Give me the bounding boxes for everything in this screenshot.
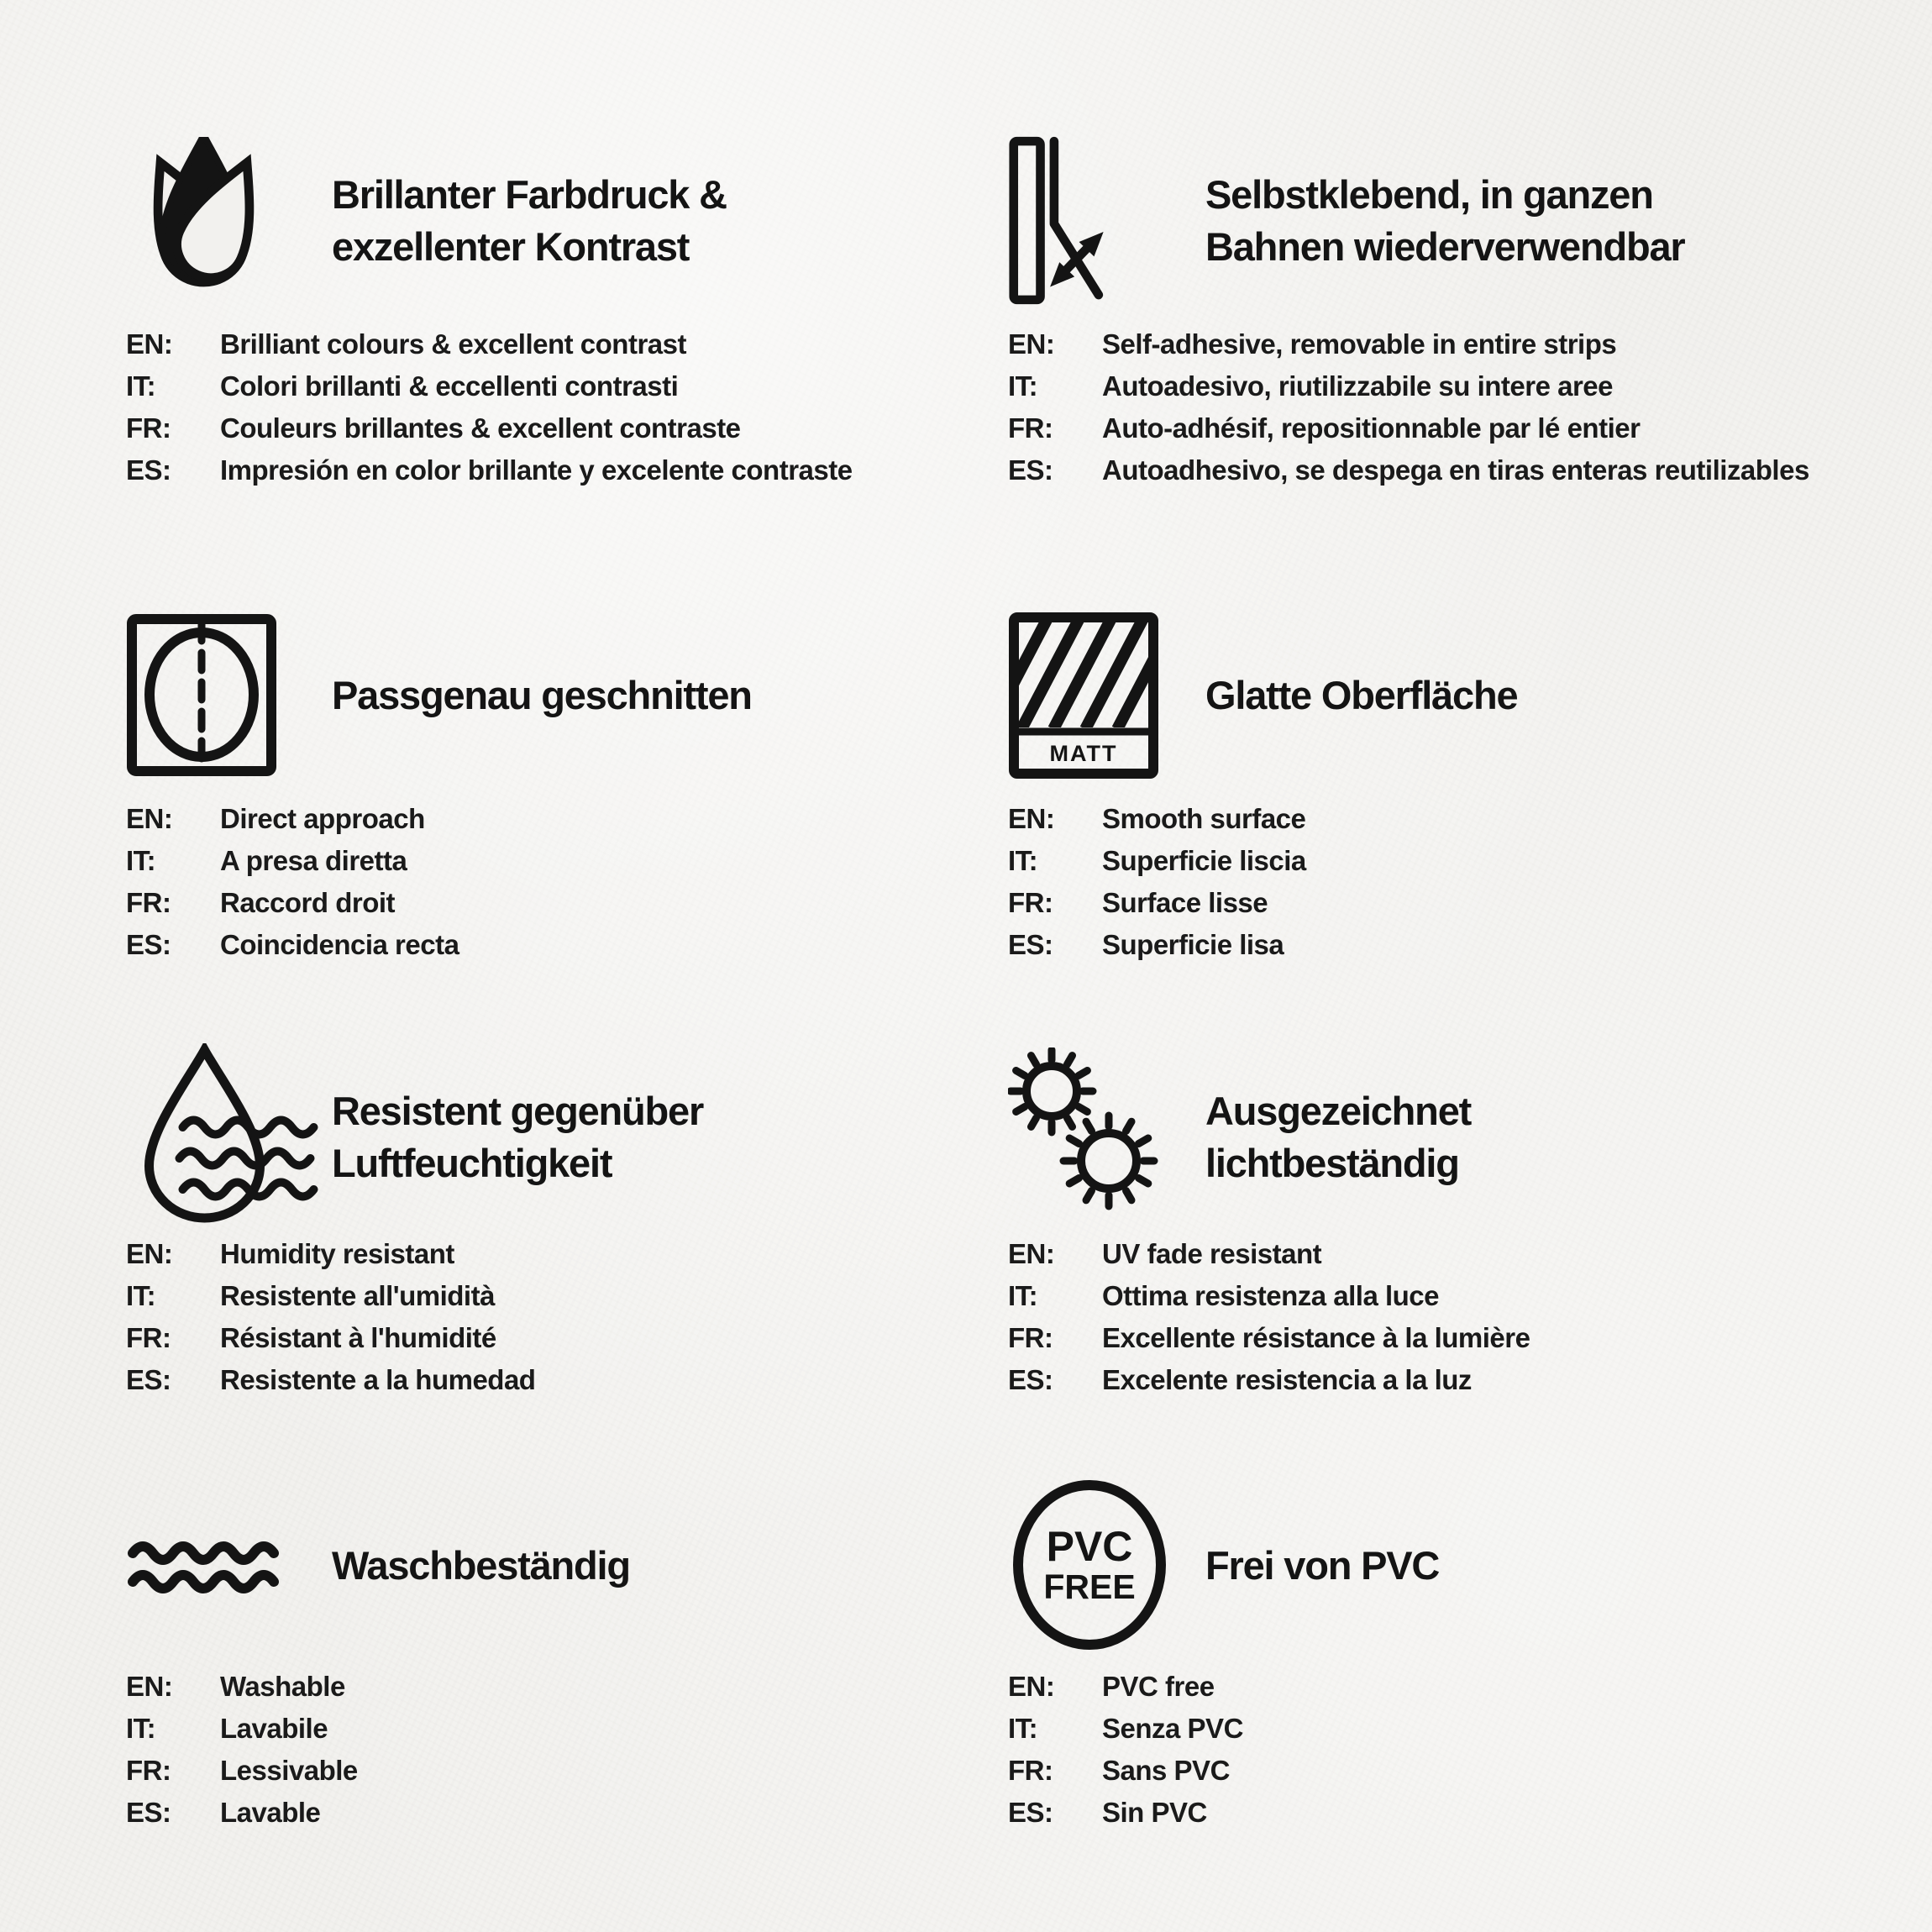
translation-text: Superficie lisa bbox=[1102, 929, 1284, 960]
translation-text: Raccord droit bbox=[220, 887, 396, 918]
feature-header bbox=[1008, 118, 1852, 323]
translation-text: Lessivable bbox=[220, 1755, 358, 1786]
translation-text: Excellente résistance à la lumière bbox=[1102, 1322, 1530, 1353]
lang-code: EN: bbox=[1008, 1238, 1055, 1269]
feature-pvc-free bbox=[1008, 1466, 1852, 1834]
translation-text: A presa diretta bbox=[220, 845, 407, 876]
translation-list bbox=[126, 323, 995, 491]
lang-code: FR: bbox=[126, 887, 171, 918]
feature-title bbox=[1205, 169, 1685, 273]
translation-text: Direct approach bbox=[220, 803, 425, 834]
matt-surface-icon bbox=[1008, 612, 1205, 780]
translation-text: Autoadesivo, riutilizzabile su intere aree bbox=[1102, 370, 1614, 402]
lang-code: EN: bbox=[126, 328, 173, 360]
lang-code: EN: bbox=[1008, 328, 1055, 360]
translation-list bbox=[1008, 1233, 1852, 1401]
feature-title-line2: lichtbeständig bbox=[1205, 1141, 1459, 1185]
lang-code: IT: bbox=[126, 1280, 156, 1311]
lang-code: FR: bbox=[126, 1322, 171, 1353]
translation-text: Washable bbox=[220, 1671, 345, 1702]
waves-icon bbox=[126, 1531, 332, 1600]
matt-label: MATT bbox=[1049, 740, 1118, 766]
feature-title-line1: Ausgezeichnet bbox=[1205, 1089, 1472, 1133]
uv-suns-icon bbox=[1008, 1047, 1205, 1228]
lang-code: FR: bbox=[1008, 412, 1053, 444]
cut-guide-icon bbox=[126, 613, 332, 777]
lang-code: EN: bbox=[126, 803, 173, 834]
lang-code: FR: bbox=[1008, 1322, 1053, 1353]
lang-code: FR: bbox=[1008, 1755, 1053, 1786]
feature-title-line1: Passgenau geschnitten bbox=[332, 672, 752, 717]
lang-code: ES: bbox=[126, 1797, 171, 1828]
lang-code: EN: bbox=[126, 1238, 173, 1269]
feature-precise-cut bbox=[126, 592, 995, 966]
translation-list bbox=[126, 1666, 995, 1834]
translation-text: Sin PVC bbox=[1102, 1797, 1207, 1828]
translation-list bbox=[1008, 323, 1852, 491]
translation-text: Smooth surface bbox=[1102, 803, 1306, 834]
free-label: FREE bbox=[1043, 1567, 1136, 1606]
translation-text: Colori brillanti & eccellenti contrasti bbox=[220, 370, 679, 402]
lang-code: EN: bbox=[1008, 803, 1055, 834]
translation-text: Brilliant colours & excellent contrast bbox=[220, 328, 686, 360]
translation-text: UV fade resistant bbox=[1102, 1238, 1322, 1269]
lang-code: IT: bbox=[126, 845, 156, 876]
feature-title bbox=[332, 169, 727, 273]
feature-title bbox=[332, 1085, 703, 1189]
lang-code: ES: bbox=[1008, 1797, 1053, 1828]
feature-smooth-surface bbox=[1008, 592, 1852, 966]
lang-code: IT: bbox=[1008, 1280, 1038, 1311]
translation-text: Superficie liscia bbox=[1102, 845, 1306, 876]
lang-code: ES: bbox=[126, 1364, 171, 1395]
feature-self-adhesive bbox=[1008, 118, 1852, 491]
translation-text: Coincidencia recta bbox=[220, 929, 459, 960]
translation-text: Auto-adhésif, repositionnable par lé entier bbox=[1102, 412, 1641, 444]
lang-code: ES: bbox=[126, 929, 171, 960]
feature-washable bbox=[126, 1466, 995, 1834]
translation-text: Humidity resistant bbox=[220, 1238, 454, 1269]
translation-text: Excelente resistencia a la luz bbox=[1102, 1364, 1472, 1395]
drops-icon bbox=[126, 137, 332, 305]
translation-text: Self-adhesive, removable in entire strips bbox=[1102, 328, 1617, 360]
peel-strip-icon bbox=[1008, 134, 1205, 307]
lang-code: FR: bbox=[1008, 887, 1053, 918]
translation-text: Surface lisse bbox=[1102, 887, 1268, 918]
lang-code: ES: bbox=[1008, 454, 1053, 486]
translation-text: Résistant à l'humidité bbox=[220, 1322, 496, 1353]
translation-list bbox=[126, 1233, 995, 1401]
feature-header bbox=[126, 118, 995, 323]
feature-humidity-resistant bbox=[126, 1042, 995, 1401]
translation-list bbox=[1008, 1666, 1852, 1834]
translation-list bbox=[126, 798, 995, 966]
lang-code: FR: bbox=[126, 412, 171, 444]
translation-text: Autoadhesivo, se despega en tiras enteras reutilizables bbox=[1102, 454, 1809, 486]
translation-text: Impresión en color brillante y excelente contraste bbox=[220, 454, 853, 486]
translation-text: Senza PVC bbox=[1102, 1713, 1243, 1744]
pvc-free-badge-icon bbox=[1008, 1477, 1205, 1655]
feature-title-line2: exzellenter Kontrast bbox=[332, 223, 690, 269]
lang-code: IT: bbox=[1008, 845, 1038, 876]
lang-code: IT: bbox=[1008, 370, 1038, 402]
feature-title-line2: Bahnen wiederverwendbar bbox=[1205, 223, 1685, 269]
feature-title-line1: Selbstklebend, in ganzen bbox=[1205, 171, 1653, 217]
translation-text: Ottima resistenza alla luce bbox=[1102, 1280, 1440, 1311]
feature-title bbox=[332, 669, 752, 722]
water-drop-waves-icon bbox=[126, 1043, 332, 1232]
translation-text: Lavabile bbox=[220, 1713, 328, 1744]
feature-title bbox=[1205, 669, 1517, 722]
feature-title bbox=[1205, 1085, 1471, 1189]
feature-header bbox=[126, 592, 995, 798]
lang-code: IT: bbox=[1008, 1713, 1038, 1744]
translation-text: PVC free bbox=[1102, 1671, 1215, 1702]
feature-title bbox=[1205, 1540, 1439, 1592]
translation-text: Resistente all'umidità bbox=[220, 1280, 495, 1311]
lang-code: EN: bbox=[126, 1671, 173, 1702]
feature-brilliant-colours bbox=[126, 118, 995, 491]
feature-title bbox=[332, 1540, 630, 1592]
lang-code: IT: bbox=[126, 1713, 156, 1744]
lang-code: FR: bbox=[126, 1755, 171, 1786]
feature-header bbox=[126, 1466, 995, 1666]
translation-text: Lavable bbox=[220, 1797, 321, 1828]
feature-light-fast bbox=[1008, 1042, 1852, 1401]
feature-title-line1: Frei von PVC bbox=[1205, 1543, 1440, 1588]
feature-title-line1: Resistent gegenüber bbox=[332, 1089, 704, 1133]
pvc-label: PVC bbox=[1046, 1523, 1133, 1570]
feature-header bbox=[1008, 1042, 1852, 1233]
feature-title-line2: Luftfeuchtigkeit bbox=[332, 1141, 612, 1185]
translation-text: Couleurs brillantes & excellent contraste bbox=[220, 412, 741, 444]
feature-title-line1: Brillanter Farbdruck & bbox=[332, 171, 727, 217]
feature-title-line1: Glatte Oberfläche bbox=[1205, 672, 1518, 717]
lang-code: ES: bbox=[1008, 1364, 1053, 1395]
feature-header bbox=[1008, 592, 1852, 798]
lang-code: ES: bbox=[1008, 929, 1053, 960]
translation-text: Sans PVC bbox=[1102, 1755, 1230, 1786]
feature-title-line1: Waschbeständig bbox=[332, 1543, 630, 1588]
lang-code: IT: bbox=[126, 370, 156, 402]
lang-code: ES: bbox=[126, 454, 171, 486]
feature-header bbox=[1008, 1466, 1852, 1666]
lang-code: EN: bbox=[1008, 1671, 1055, 1702]
translation-text: Resistente a la humedad bbox=[220, 1364, 536, 1395]
translation-list bbox=[1008, 798, 1852, 966]
feature-header bbox=[126, 1042, 995, 1233]
